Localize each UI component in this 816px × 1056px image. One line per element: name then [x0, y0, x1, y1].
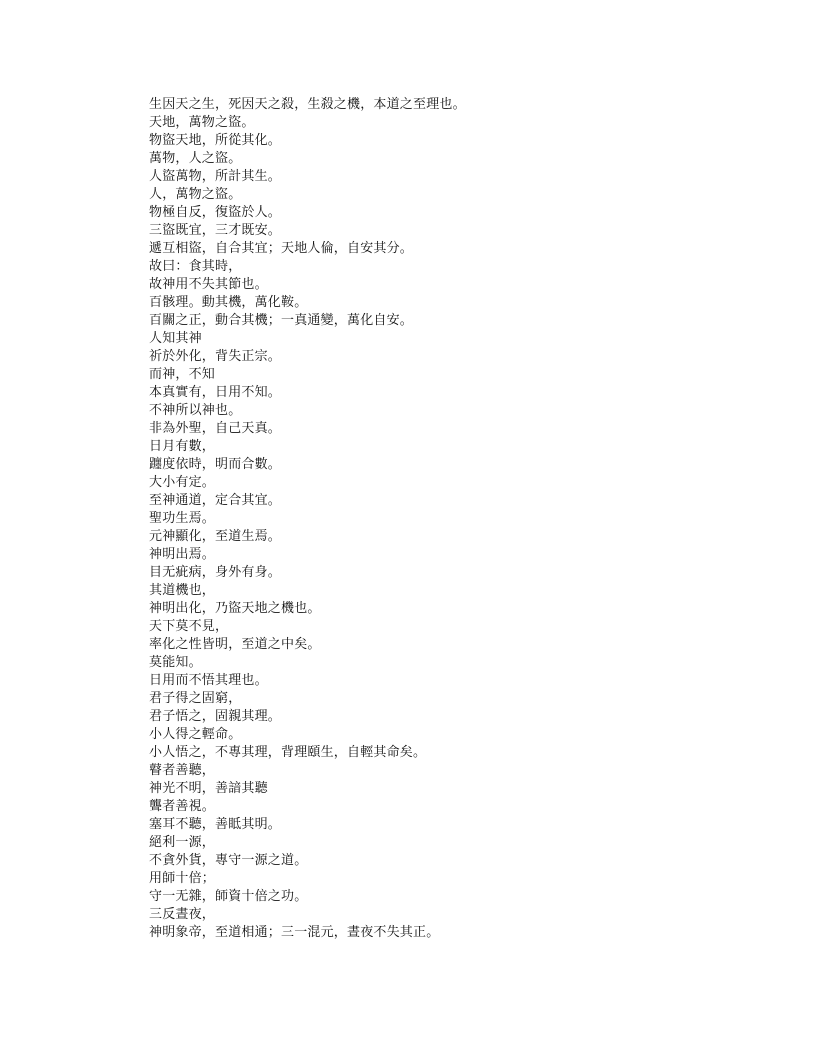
text-line: 神明出化，乃盜天地之機也。 [149, 601, 321, 616]
text-line: 率化之性皆明，至道之中矣。 [149, 637, 321, 652]
text-line: 人知其神 [149, 331, 202, 346]
text-line: 天地，萬物之盜。 [149, 115, 255, 130]
text-line: 神光不明，善諳其聽 [149, 781, 268, 796]
text-line: 小人得之輕命。 [149, 727, 242, 742]
text-line: 莫能知。 [149, 655, 202, 670]
text-line: 非為外聖，自己天真。 [149, 421, 282, 436]
text-line: 百骸理。動其機，萬化鞍。 [149, 295, 308, 310]
text-line: 躔度依時，明而合數。 [149, 457, 282, 472]
text-line: 神明出焉。 [149, 547, 216, 562]
text-line: 神明象帝，至道相通；三一混元，晝夜不失其正。 [149, 925, 440, 940]
text-line: 百關之正，動合其機；一真通變，萬化自安。 [149, 313, 414, 328]
text-line: 日月有數， [149, 439, 216, 454]
text-line: 小人悟之，不專其理，背理頤生，自輕其命矣。 [149, 745, 427, 760]
text-line: 聖功生焉。 [149, 511, 216, 526]
text-line: 至神通道，定合其宜。 [149, 493, 282, 508]
text-line: 物盜天地，所從其化。 [149, 133, 282, 148]
text-line: 用師十倍； [149, 871, 216, 886]
text-line: 三盜既宜，三才既安。 [149, 223, 282, 238]
text-line: 瞽者善聽， [149, 763, 216, 778]
text-line: 大小有定。 [149, 475, 216, 490]
text-line: 其道機也， [149, 583, 216, 598]
text-line: 目无疵病，身外有身。 [149, 565, 282, 580]
text-line: 君子悟之，固親其理。 [149, 709, 282, 724]
text-line: 人盜萬物，所計其生。 [149, 169, 282, 184]
document-page [149, 96, 709, 942]
text-line: 不神所以神也。 [149, 403, 242, 418]
text-line: 不貪外貨，專守一源之道。 [149, 853, 308, 868]
text-line: 塞耳不聽，善眡其明。 [149, 817, 282, 832]
text-line: 三反晝夜， [149, 907, 216, 922]
text-line: 物極自反，復盜於人。 [149, 205, 282, 220]
text-line: 元神顯化，至道生焉。 [149, 529, 282, 544]
text-line: 聾者善視。 [149, 799, 216, 814]
text-line: 守一无雜，師資十倍之功。 [149, 889, 308, 904]
text-line: 遞互相盜，自合其宜；天地人倫，自安其分。 [149, 241, 414, 256]
text-line: 君子得之固窮， [149, 691, 242, 706]
text-line: 人，萬物之盜。 [149, 187, 242, 202]
text-line: 天下莫不見， [149, 619, 229, 634]
text-line: 祈於外化，背失正宗。 [149, 349, 282, 364]
text-line: 故曰：食其時， [149, 259, 242, 274]
text-line: 日用而不悟其理也。 [149, 673, 268, 688]
text-line: 故神用不失其節也。 [149, 277, 268, 292]
text-line: 而神，不知 [149, 367, 216, 382]
text-line: 萬物，人之盜。 [149, 151, 242, 166]
text-line: 生因天之生，死因天之殺，生殺之機，本道之至理也。 [149, 97, 466, 112]
text-line: 絕利一源， [149, 835, 216, 850]
text-line: 本真實有，日用不知。 [149, 385, 282, 400]
